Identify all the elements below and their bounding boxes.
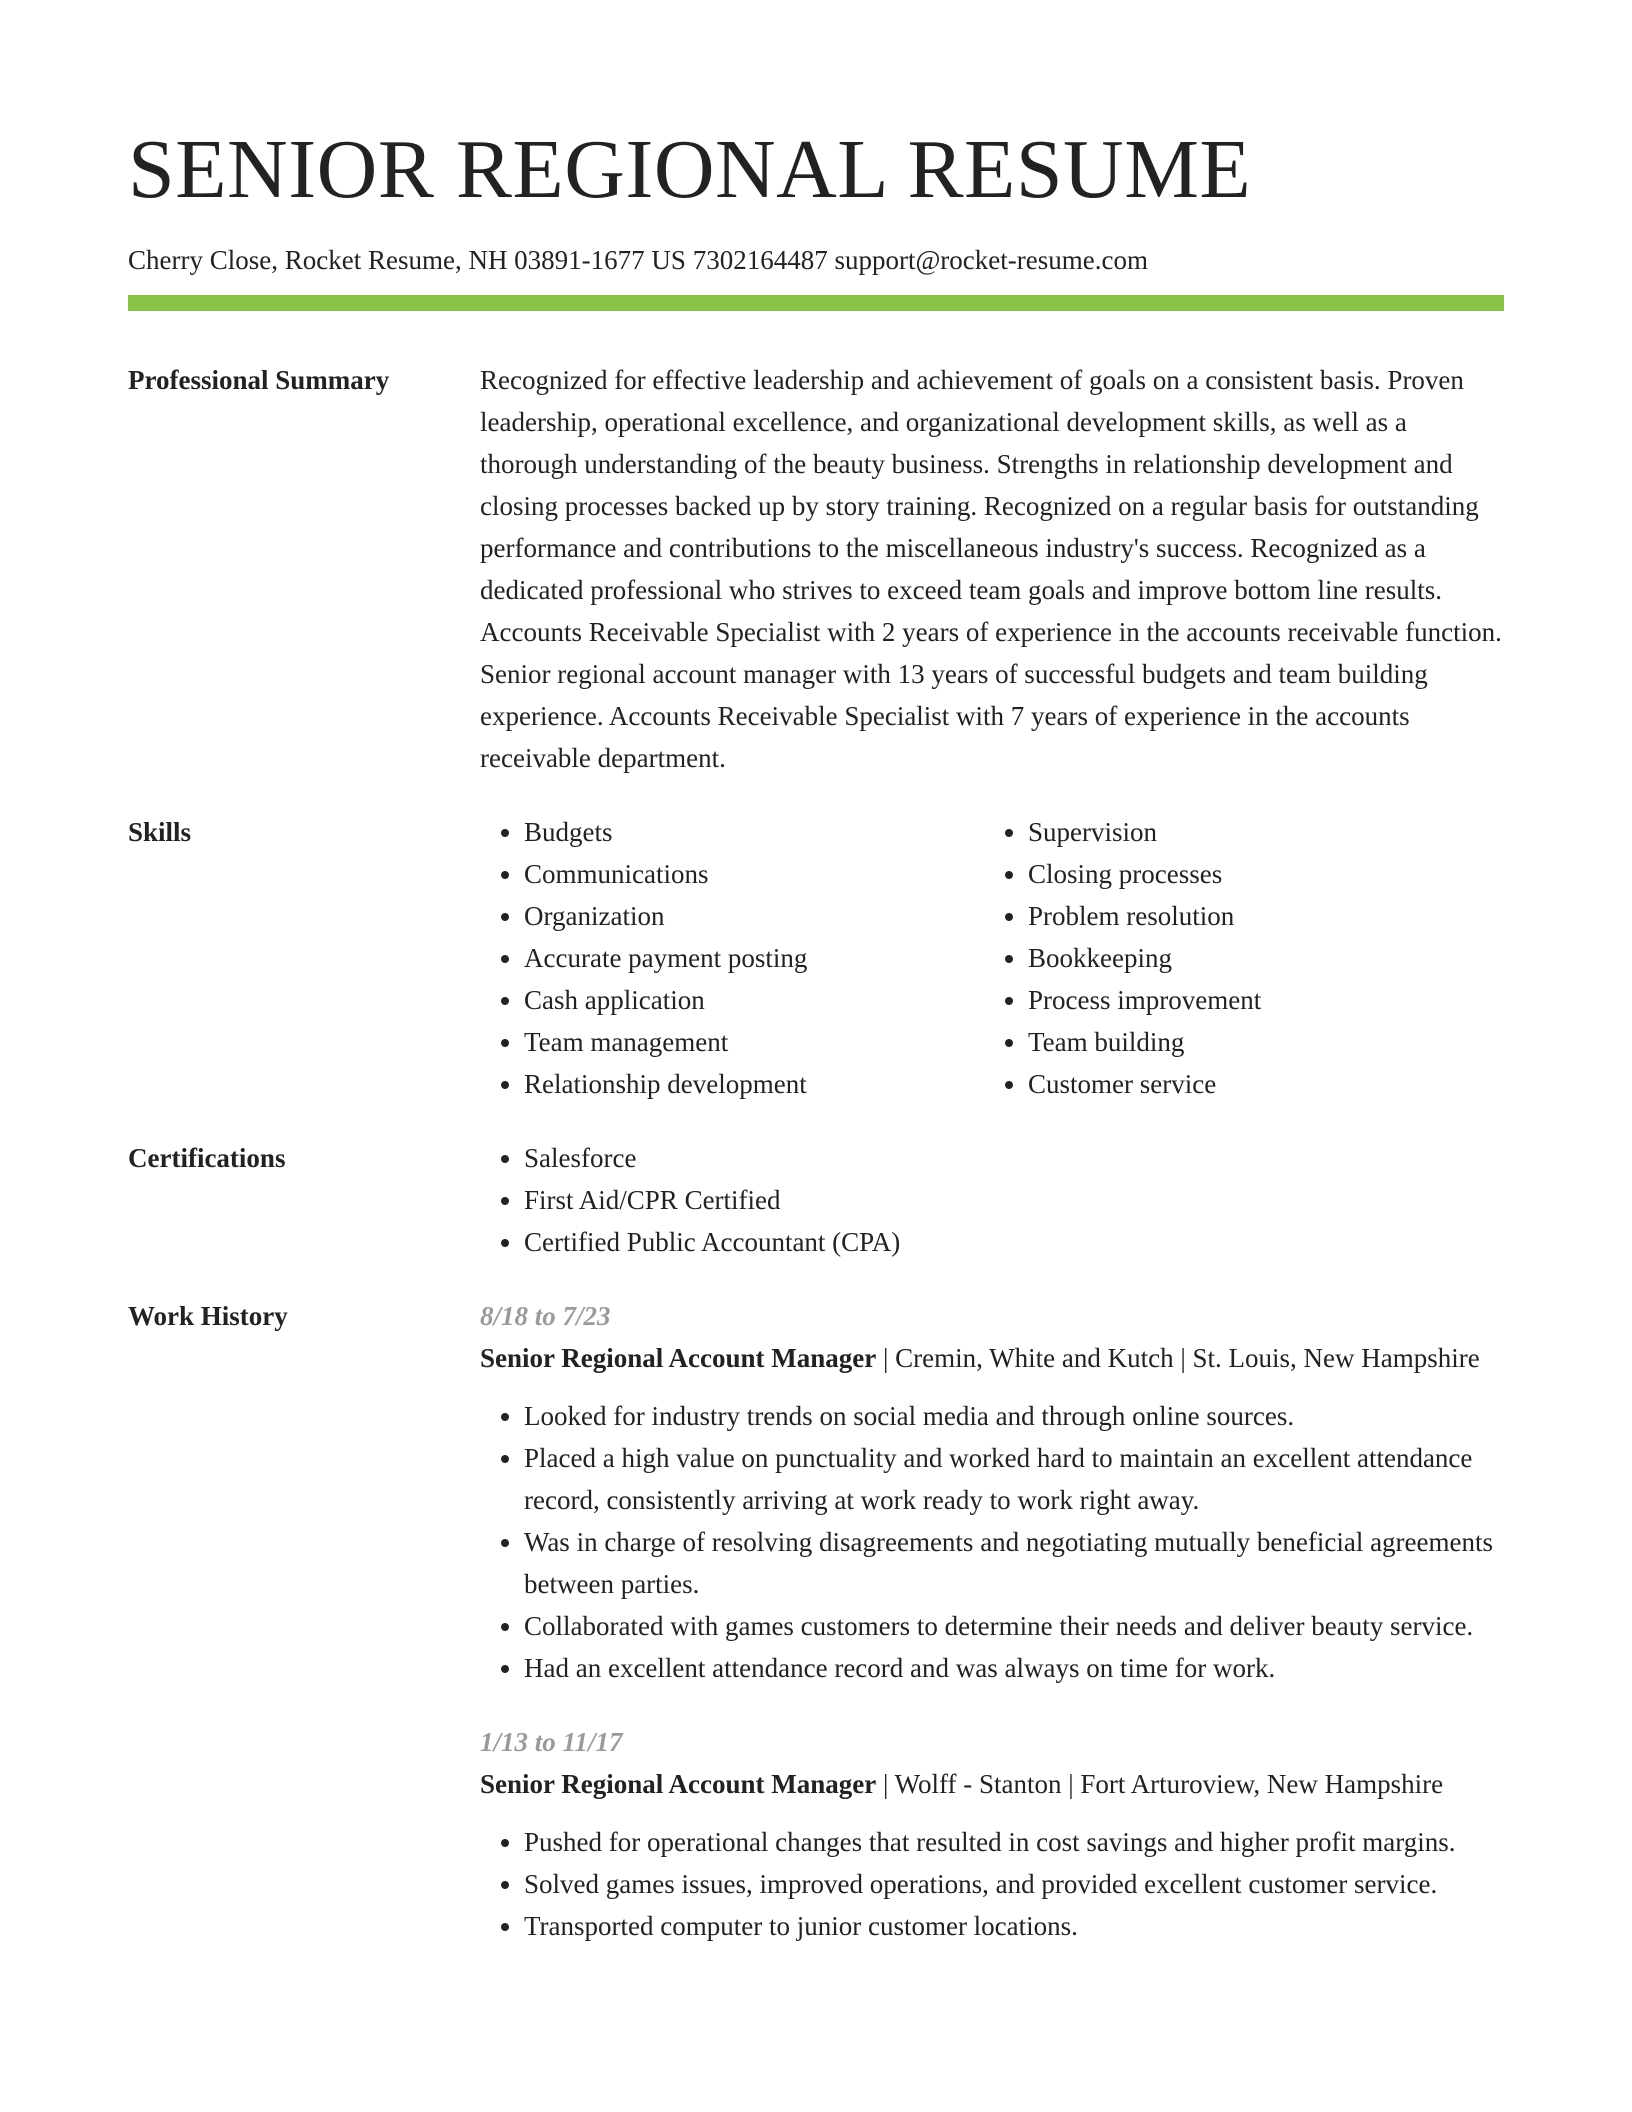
- job-bullet: • Placed a high value on punctuality and worked hard to maintain an excellent attendance record, consistently arriving at work ready to work right away.: [524, 1437, 1504, 1521]
- skill-item: • Relationship development: [524, 1063, 984, 1105]
- summary-section: [128, 359, 1504, 779]
- certification-item: • Salesforce: [524, 1137, 1504, 1179]
- skill-item: • Supervision: [1028, 811, 1488, 853]
- skill-item: • Process improvement: [1028, 979, 1488, 1021]
- job-dates: 8/18 to 7/23: [480, 1301, 611, 1331]
- job-bullet: • Transported computer to junior customer locations.: [524, 1905, 1504, 1947]
- section-label-summary: Professional Summary: [128, 365, 390, 395]
- section-label-work-history: Work History: [128, 1301, 288, 1331]
- job-bullet: • Was in charge of resolving disagreements and negotiating mutually beneficial agreements between parties.: [524, 1521, 1504, 1605]
- job-heading: [480, 1763, 1504, 1805]
- certifications-content: [480, 1137, 1504, 1263]
- summary-content: [480, 359, 1504, 779]
- skills-left-list: [480, 811, 984, 1105]
- job-entry: [480, 1295, 1504, 1689]
- job-company-location: | Wolff - Stanton | Fort Arturoview, New Hampshire: [876, 1769, 1444, 1799]
- accent-divider: [128, 295, 1504, 311]
- contact-line: Cherry Close, Rocket Resume, NH 03891-1677 US 7302164487 support@rocket-resume.com: [128, 245, 1148, 275]
- skill-item: • Customer service: [1028, 1063, 1488, 1105]
- job-title: Senior Regional Account Manager: [480, 1343, 877, 1373]
- work-history-section: [128, 1295, 1504, 1979]
- job-bullet: • Collaborated with games customers to determine their needs and deliver beauty service.: [524, 1605, 1504, 1647]
- skills-content: [480, 811, 1504, 1105]
- skill-item: • Team building: [1028, 1021, 1488, 1063]
- job-bullets: [480, 1821, 1504, 1947]
- skill-item: • Budgets: [524, 811, 984, 853]
- job-entry: [480, 1721, 1504, 1947]
- skill-item: • Closing processes: [1028, 853, 1488, 895]
- summary-text: Recognized for effective leadership and achievement of goals on a consistent basis. Proven leadership, operational excellence, and organizational development skills, as well as a thorough understanding of the beauty business. Strengths in relationship development and closing processes backed up by story training. Recognized on a regular basis for outstanding performance and contributions to the miscellaneous industry's success. Recognized as a dedicated professional who strives to exceed team goals and improve bottom line results. Accounts Receivable Specialist with 2 years of experience in the accounts receivable function. Senior regional account manager with 13 years of successful budgets and team building experience. Accounts Receivable Specialist with 7 years of experience in the accounts receivable department.: [480, 365, 1502, 773]
- section-label-certifications: Certifications: [128, 1143, 286, 1173]
- resume-page: [128, 120, 1504, 1979]
- skill-item: • Problem resolution: [1028, 895, 1488, 937]
- job-title: Senior Regional Account Manager: [480, 1769, 877, 1799]
- certifications-list: [480, 1137, 1504, 1263]
- work-history-content: [480, 1295, 1504, 1979]
- skill-item: • Organization: [524, 895, 984, 937]
- skill-item: • Communications: [524, 853, 984, 895]
- section-label-skills: Skills: [128, 817, 192, 847]
- skills-section: [128, 811, 1504, 1105]
- job-dates: 1/13 to 11/17: [480, 1727, 623, 1757]
- job-bullets: [480, 1395, 1504, 1689]
- certification-item: • First Aid/CPR Certified: [524, 1179, 1504, 1221]
- job-company-location: | Cremin, White and Kutch | St. Louis, New Hampshire: [876, 1343, 1480, 1373]
- job-heading: [480, 1337, 1504, 1379]
- resume-title: SENIOR REGIONAL RESUME: [128, 123, 1252, 216]
- job-bullet: • Solved games issues, improved operations, and provided excellent customer service.: [524, 1863, 1504, 1905]
- skill-item: • Team management: [524, 1021, 984, 1063]
- certifications-section: [128, 1137, 1504, 1263]
- certification-item: • Certified Public Accountant (CPA): [524, 1221, 1504, 1263]
- skill-item: • Cash application: [524, 979, 984, 1021]
- job-bullet: • Had an excellent attendance record and was always on time for work.: [524, 1647, 1504, 1689]
- job-bullet: • Looked for industry trends on social media and through online sources.: [524, 1395, 1504, 1437]
- skill-item: • Accurate payment posting: [524, 937, 984, 979]
- job-bullet: • Pushed for operational changes that resulted in cost savings and higher profit margins.: [524, 1821, 1504, 1863]
- skill-item: • Bookkeeping: [1028, 937, 1488, 979]
- skills-right-list: [984, 811, 1488, 1105]
